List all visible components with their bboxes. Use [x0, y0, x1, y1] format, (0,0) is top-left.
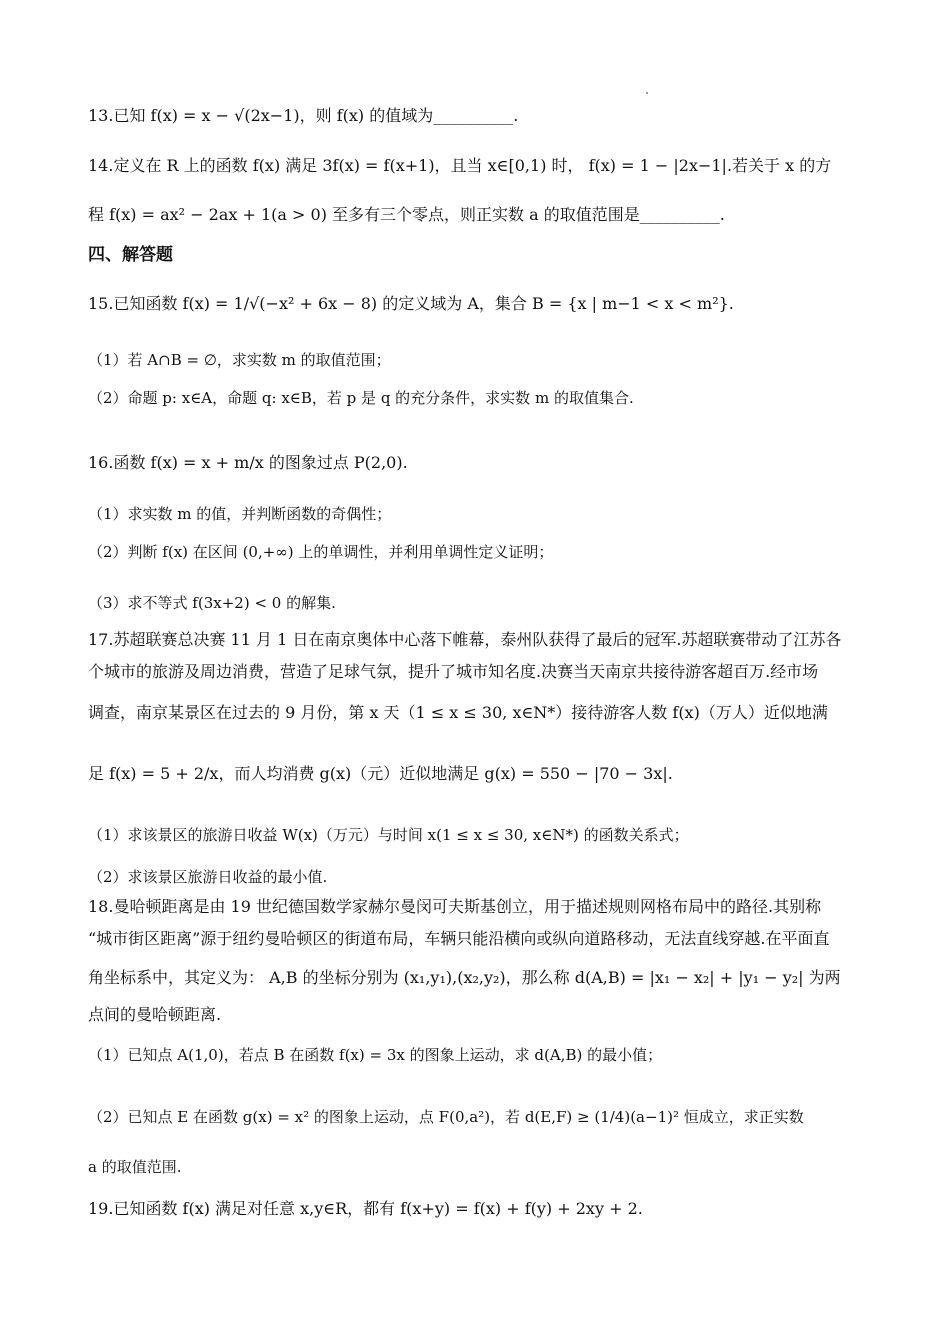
problem-18-line4: 点间的曼哈顿距离. [88, 1005, 222, 1024]
problem-14-line2: 程 f(x) = ax² − 2ax + 1(a > 0) 至多有三个零点，则正实数 a 的取值范围是__________. [88, 205, 725, 224]
problem-15-part2: （2）命题 p: x∈A，命题 q: x∈B，若 p 是 q 的充分条件，求实数 m 的取值集合. [88, 389, 634, 407]
problem-16-part2: （2）判断 f(x) 在区间 (0,+∞) 上的单调性，并利用单调性定义证明； [88, 543, 554, 561]
problem-18-part1: （1）已知点 A(1,0)，若点 B 在函数 f(x) = 3x 的图象上运动，求 d(A,B) 的最小值； [88, 1046, 663, 1064]
problem-16-part3: （3）求不等式 f(3x+2) < 0 的解集. [88, 594, 336, 612]
problem-14-line1: 14.定义在 R 上的函数 f(x) 满足 3f(x) = f(x+1)，且当 x∈[0,1) 时， f(x) = 1 − |2x−1|.若关于 x 的方 [88, 156, 832, 175]
problem-18-line2: “城市街区距离”源于纽约曼哈顿区的街道布局，车辆只能沿横向或纵向道路移动，无法直线穿越.在平面直 [88, 929, 830, 948]
problem-15-part1: （1）若 A∩B = ∅，求实数 m 的取值范围； [88, 351, 391, 369]
problem-18-line1: 18.曼哈顿距离是由 19 世纪德国数学家赫尔曼闵可夫斯基创立，用于描述规则网格布局中的路径.其别称 [88, 897, 822, 916]
problem-18-part2-cont: a 的取值范围. [88, 1158, 182, 1176]
scan-dot [646, 92, 648, 94]
problem-19: 19.已知函数 f(x) 满足对任意 x,y∈R，都有 f(x+y) = f(x) + f(y) + 2xy + 2. [88, 1199, 643, 1218]
problem-13: 13.已知 f(x) = x − √(2x−1)，则 f(x) 的值域为__________. [88, 106, 519, 125]
problem-18-line3: 角坐标系中，其定义为： A,B 的坐标分别为 (x₁,y₁),(x₂,y₂)，那么称 d(A,B) = |x₁ − x₂| + |y₁ − y₂| 为两 [88, 968, 841, 987]
problem-18-part2: （2）已知点 E 在函数 g(x) = x² 的图象上运动，点 F(0,a²)，若 d(E,F) ≥ (1/4)(a−1)² 恒成立，求正实数 [88, 1108, 804, 1126]
problem-17-line1: 17.苏超联赛总决赛 11 月 1 日在南京奥体中心落下帷幕，泰州队获得了最后的冠军.苏超联赛带动了江苏各 [88, 630, 842, 649]
problem-17-line2: 个城市的旅游及周边消费，营造了足球气氛，提升了城市知名度.决赛当天南京共接待游客超百万.经市场 [88, 662, 819, 681]
problem-15: 15.已知函数 f(x) = 1/√(−x² + 6x − 8) 的定义域为 A，集合 B = {x | m−1 < x < m²}. [88, 294, 734, 313]
problem-17-part2: （2）求该景区旅游日收益的最小值. [88, 868, 328, 886]
problem-16-part1: （1）求实数 m 的值，并判断函数的奇偶性； [88, 505, 392, 523]
problem-17-line3: 调查，南京某景区在过去的 9 月份，第 x 天（1 ≤ x ≤ 30, x∈N*）接待游客人数 f(x)（万人）近似地满 [88, 703, 828, 722]
problem-17-line4: 足 f(x) = 5 + 2/x，而人均消费 g(x)（元）近似地满足 g(x) = 550 − |70 − 3x|. [88, 764, 673, 783]
problem-17-part1: （1）求该景区的旅游日收益 W(x)（万元）与时间 x(1 ≤ x ≤ 30, x∈N*) 的函数关系式； [88, 826, 689, 844]
problem-16: 16.函数 f(x) = x + m/x 的图象过点 P(2,0). [88, 453, 408, 472]
section-title: 四、解答题 [88, 245, 173, 265]
